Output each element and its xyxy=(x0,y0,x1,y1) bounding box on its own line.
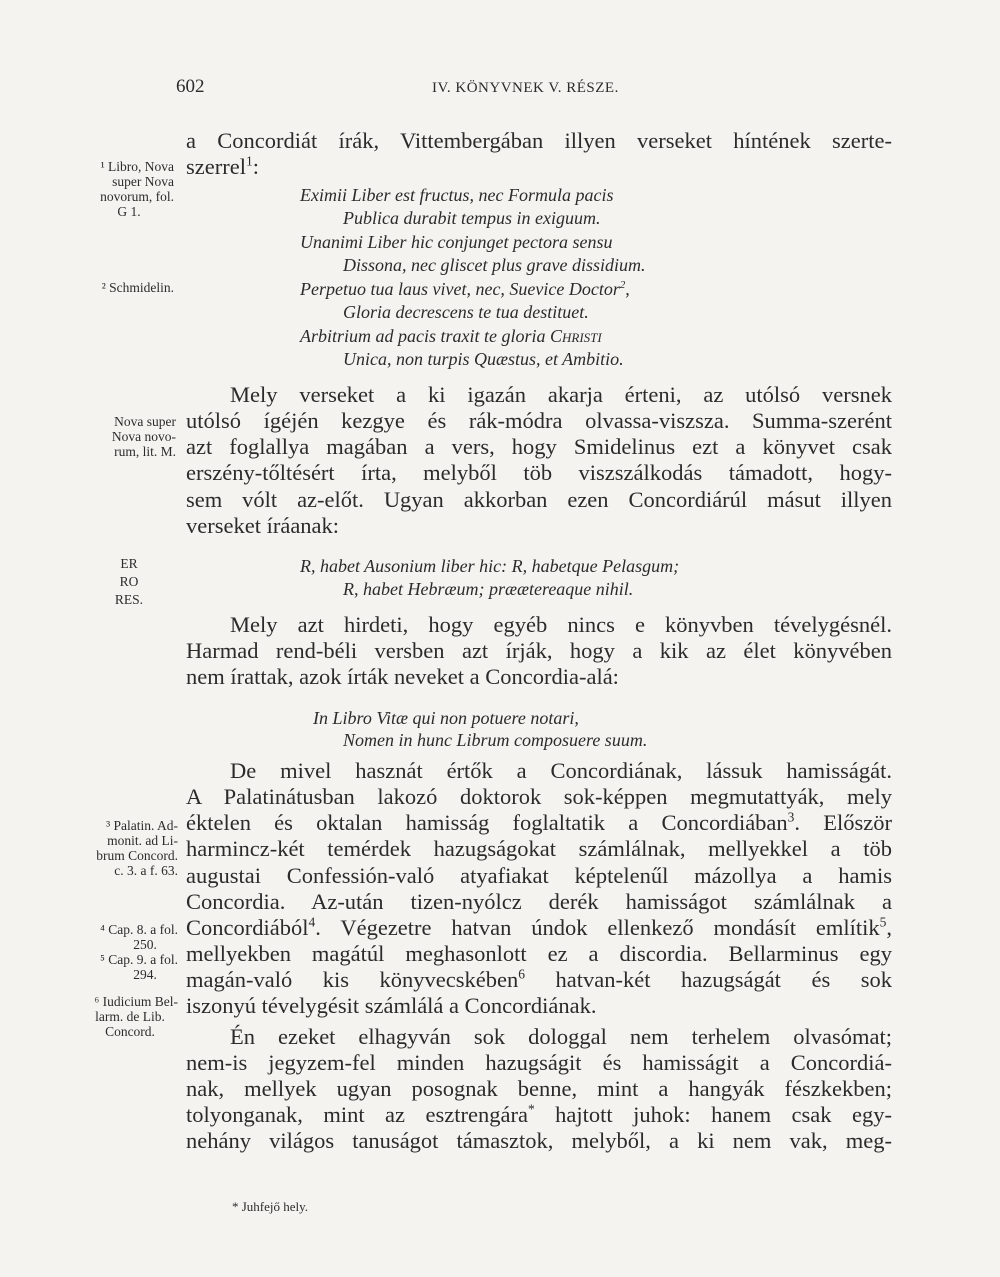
verse-line: Perpetuo tua laus vivet, nec, Suevice Doctor$^2$, xyxy=(300,279,630,299)
body-line: De mivel hasznát értők a Concordiának, lássuk hamisságát. xyxy=(230,758,892,783)
verse-line: Arbitrium ad pacis traxit te gloria Christi xyxy=(300,326,602,346)
body-line: nem-is jegyzem-fel minden hazugságit és hamisságit a Concordiá- xyxy=(186,1050,892,1075)
margin-note: ER RO RES. xyxy=(114,556,144,607)
body-line: Concordia. Az-után tizen-nyólcz derék hamisságot számlálnak a xyxy=(186,889,892,914)
body-line: iszonyú tévelygésit számlálá a Concordiának. xyxy=(186,993,597,1018)
body-line: mellyekben magátúl meghasonlott ez a discordia. Bellarminus egy xyxy=(186,941,892,966)
body-line: Mely verseket a ki igazán akarja érteni, az utólsó versnek xyxy=(230,382,892,407)
footnote: * Juhfejő hely. xyxy=(232,1199,309,1214)
body-line: magán-való kis könyvecskében$^6$ hatvan-két hazugságát és sok xyxy=(186,966,892,992)
page-number: 602 xyxy=(176,76,205,97)
verse-line: Dissona, nec gliscet plus grave dissidium. xyxy=(343,255,646,275)
body-line: verseket íráanak: xyxy=(186,513,340,538)
body-line: utólsó ígéjén kezgye és rák-módra olvassa-viszsza. Summa-szerént xyxy=(186,408,892,433)
margin-note: ⁶ Iudicium Bel- larm. de Lib. Concord. xyxy=(94,994,178,1039)
body-line: harmincz-két temérdek hazugságokat számlálnak, mellyekkel a töb xyxy=(186,836,892,861)
body-line: augustai Confessión-való atyafiakat képtelenűl mázollya a hamis xyxy=(186,863,892,888)
margin-note: ³ Palatin. Ad- monit. ad Li- brum Concord. c. 3. a f. 63. xyxy=(96,818,178,878)
verse-line: Publica durabit tempus in exiguum. xyxy=(343,208,601,228)
body-line: Én ezeket elhagyván sok dologgal nem terhelem olvasómat; xyxy=(230,1024,892,1049)
margin-note: Nova super Nova novo- rum, lit. M. xyxy=(111,414,176,459)
body-line: nehány világos tanuságot támasztok, melyből, a ki nem vak, meg- xyxy=(186,1128,892,1153)
body-line: nak, mellyek ugyan posognak benne, mint a hangyák fészkekben; xyxy=(186,1076,892,1101)
verse-line: Eximii Liber est fructus, nec Formula pacis xyxy=(300,185,614,205)
verse-line: Nomen in hunc Librum composuere suum. xyxy=(343,730,648,750)
body-line: Concordiából$^4$. Végezetre hatvan úndok ellenkező mondásít említik$^5$, xyxy=(186,914,892,940)
verse-line: Unanimi Liber hic conjunget pectora sensu xyxy=(300,232,613,252)
verse-line: Unica, non turpis Quæstus, et Ambitio. xyxy=(343,349,624,369)
margin-note: ² Schmidelin. xyxy=(101,280,174,295)
verse-line: Gloria decrescens te tua destituet. xyxy=(343,302,589,322)
running-title: IV. KÖNYVNEK V. RÉSZE. xyxy=(432,80,619,96)
body-line: A Palatinátusban lakozó doktorok sok-képpen megmutattyák, mely xyxy=(186,784,892,809)
body-line: erszény-tőltésért írta, melyből töb viszszálkodás támadott, hogy- xyxy=(186,460,892,485)
body-line: Harmad rend-béli versben azt írják, hogy a kik az élet könyvében xyxy=(186,638,892,663)
body-line: Mely azt hirdeti, hogy egyéb nincs e könyvben tévelygésnél. xyxy=(230,612,892,637)
verse-line: In Libro Vitæ qui non potuere notari, xyxy=(313,708,579,728)
body-line: nem írattak, azok írták neveket a Concordia-alá: xyxy=(186,664,619,689)
body-line: tolyonganak, mint az esztrengára* hajtott juhok: hanem csak egy- xyxy=(186,1101,892,1127)
verse-line: R, habet Ausonium liber hic: R, habetque Pelasgum; xyxy=(300,556,680,576)
verse-line: R, habet Hebræum; præætereaque nihil. xyxy=(343,579,634,599)
body-line: éktelen és oktalan hamisság foglaltatik a Concordiában$^3$. Először xyxy=(186,809,892,835)
body-line: a Concordiát írák, Vittembergában illyen verseket híntének szerte- xyxy=(186,128,892,153)
body-line: sem vólt az-előt. Ugyan akkorban ezen Concordiárúl másut illyen xyxy=(186,487,892,512)
body-line: szerrel$^1$: xyxy=(186,153,259,179)
body-line: azt foglallya magában a vers, hogy Smidelinus ezt a könyvet csak xyxy=(186,434,892,459)
margin-note: ¹ Libro, Nova super Nova novorum, fol. G 1. xyxy=(100,159,174,219)
margin-note: ⁴ Cap. 8. a fol. 250. ⁵ Cap. 9. a fol. 294. xyxy=(100,922,178,982)
